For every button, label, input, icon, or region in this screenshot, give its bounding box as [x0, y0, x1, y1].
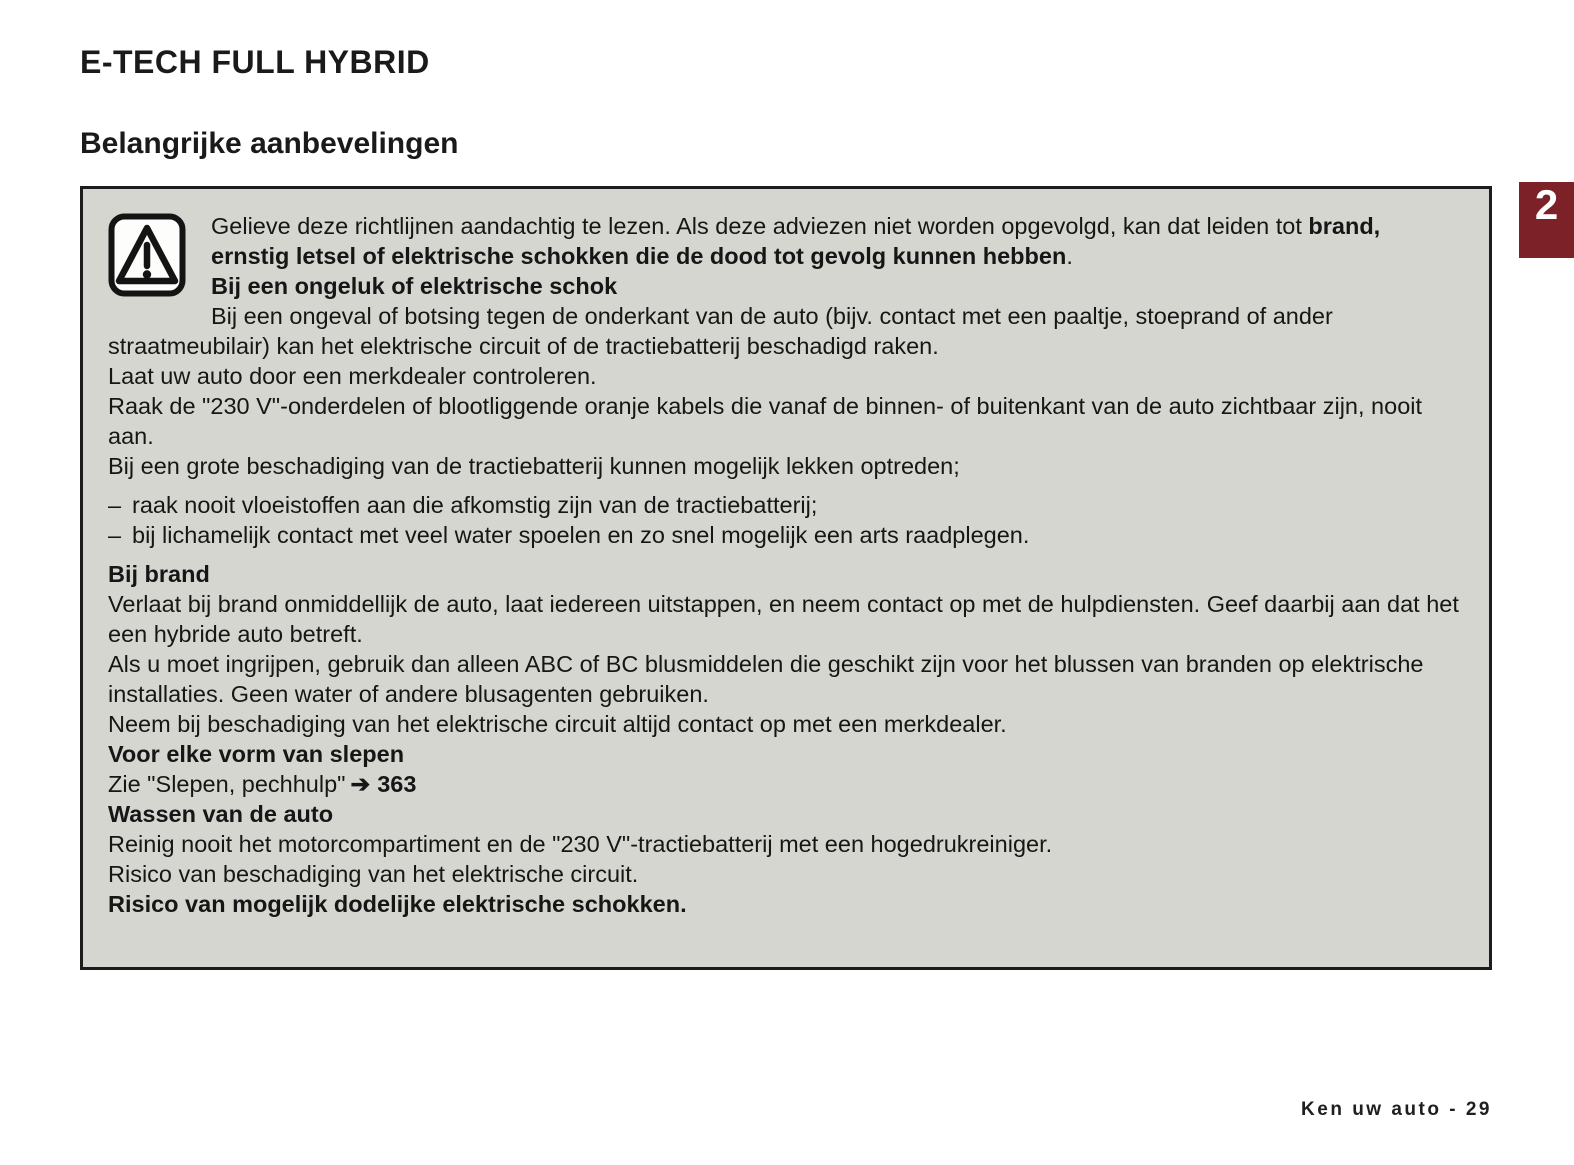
precaution-list — [108, 490, 1464, 550]
heading-fire: Bij brand — [108, 561, 210, 587]
intro-period: . — [1066, 243, 1073, 269]
list-item-text: bij lichamelijk contact met veel water spoelen en zo snel mogelijk een arts raadplegen. — [132, 522, 1030, 548]
heading-wash: Wassen van de auto — [108, 801, 334, 827]
list-item-text: raak nooit vloeistoffen aan die afkomstig zijn van de tractiebatterij; — [132, 492, 818, 518]
towing-reference-text: Zie "Slepen, pechhulp" — [108, 771, 346, 797]
heading-towing: Voor elke vorm van slepen — [108, 741, 405, 767]
paragraph-fire-3: Neem bij beschadiging van het elektrische circuit altijd contact op met een merkdealer. — [108, 711, 1007, 737]
paragraph-wash-3-bold: Risico van mogelijk dodelijke elektrische schokken. — [108, 891, 687, 917]
page-title: E-TECH FULL HYBRID — [80, 44, 430, 80]
list-dash: – — [108, 522, 122, 548]
towing-reference — [108, 769, 1464, 799]
paragraph-fire-2: Als u moet ingrijpen, gebruik dan alleen ABC of BC blusmiddelen die geschikt zijn voor het blussen van branden op elektrische installaties. Geen water of andere blusagenten gebruiken. — [108, 651, 1424, 707]
chapter-tab — [1519, 182, 1574, 258]
paragraph-fire-1: Verlaat bij brand onmiddellijk de auto, laat iedereen uitstappen, en neem contact op met de hulpdiensten. Geef daarbij aan dat het een hybride auto betreft. — [108, 591, 1459, 647]
list-dash: – — [108, 492, 122, 518]
heading-accident: Bij een ongeluk of elektrische schok — [211, 273, 618, 299]
paragraph-accident-1: Bij een ongeval of botsing tegen de onderkant van de auto (bijv. contact met een paaltje, stoeprand of ander straatmeubilair) kan het elektrische circuit of de tractiebatterij beschadigd raken. — [108, 303, 1333, 359]
paragraph-wash-1: Reinig nooit het motorcompartiment en de "230 V"-tractiebatterij met een hogedrukreiniger. — [108, 831, 1053, 857]
list-item — [108, 520, 1464, 550]
page-footer: Ken uw auto - 29 — [1301, 1099, 1492, 1120]
warning-box — [80, 186, 1492, 970]
intro-text: Gelieve deze richtlijnen aandachtig te lezen. Als deze adviezen niet worden opgevolgd, kan dat leiden tot — [211, 213, 1309, 239]
chapter-number: 2 — [1534, 181, 1559, 228]
intro-paragraph — [108, 211, 1464, 271]
intro-bold-text: brand, ernstig letsel of elektrische schokken die de dood tot gevolg kunnen hebben — [211, 213, 1381, 269]
page-reference-arrow-icon: ➔ — [350, 771, 371, 797]
paragraph-wash-2: Risico van beschadiging van het elektrische circuit. — [108, 861, 639, 887]
towing-reference-page: 363 — [377, 771, 417, 797]
paragraph-accident-4: Bij een grote beschadiging van de tractiebatterij kunnen mogelijk lekken optreden; — [108, 453, 960, 479]
list-item — [108, 490, 1464, 520]
paragraph-accident-2: Laat uw auto door een merkdealer controleren. — [108, 363, 597, 389]
section-subtitle: Belangrijke aanbevelingen — [80, 127, 459, 160]
warning-triangle-icon — [108, 213, 186, 297]
paragraph-accident-3: Raak de "230 V"-onderdelen of blootliggende oranje kabels die vanaf de binnen- of buitenkant van de auto zichtbaar zijn, nooit aan. — [108, 393, 1423, 449]
